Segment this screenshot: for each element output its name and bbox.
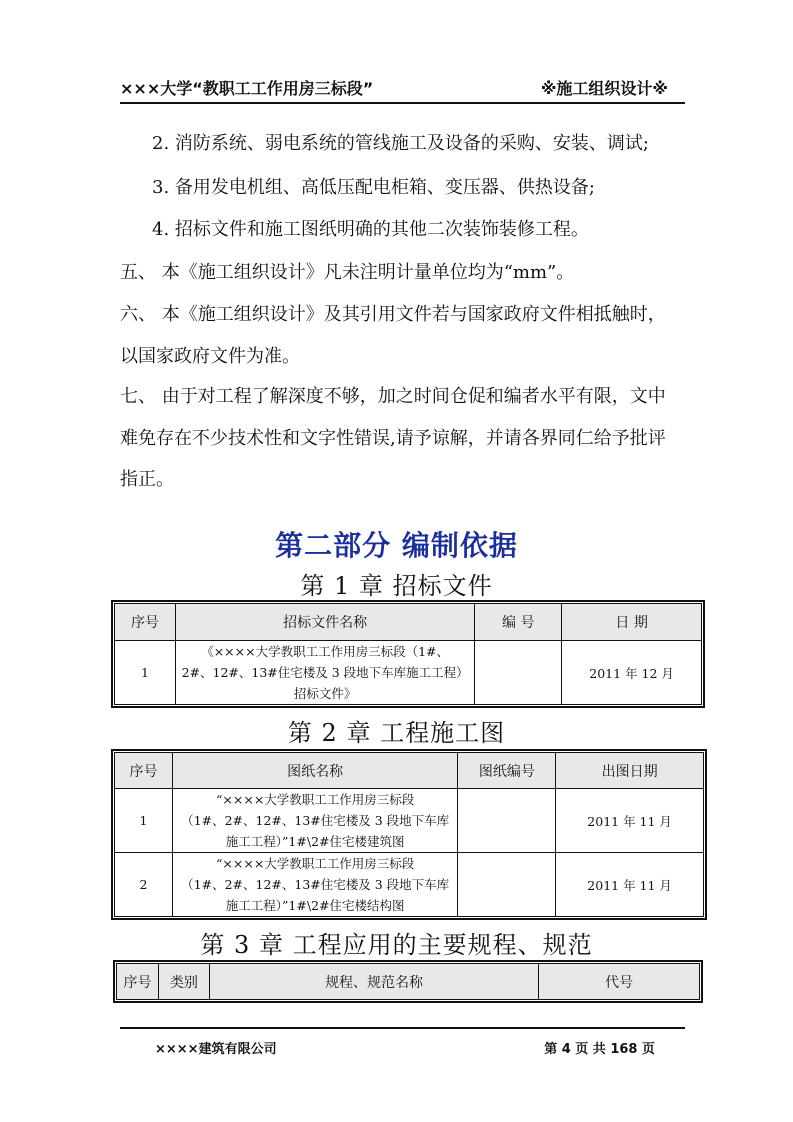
header-project-title: ×××大学“教职工工作用房三标段” [120,79,374,98]
col-header-name: 图纸名称 [172,753,458,789]
table-header-row [115,604,702,641]
cell-name-line: 2#、12#、13#住宅楼及 3 段地下车库施工工程） [181,665,469,680]
cell-name-line: “××××大学教职工工作用房三标段 [216,792,415,807]
tender-documents-table [114,603,702,705]
paragraph-6-line-2: 以国家政府文件为准。 [120,346,300,367]
col-header-name: 规程、规范名称 [209,964,538,1000]
paragraph-6-line-1: 六、 本《施工组织设计》及其引用文件若与国家政府文件相抵触时， [120,304,666,325]
list-item: 2. 消防系统、弱电系统的管线施工及设备的采购、安装、调试; [152,133,649,154]
paragraph-7-line-3: 指正。 [120,469,174,490]
cell-name-line: 《××××大学教职工工作用房三标段（1#、 [201,644,450,659]
col-header-date: 出图日期 [556,753,704,789]
drawings-table [114,752,704,917]
table-header-row [115,753,704,789]
cell-name-line: （1#、2#、12#、13#住宅楼及 3 段地下车库 [181,813,450,828]
chapter-1-title: 第 1 章 招标文件 [300,572,493,600]
list-item: 3. 备用发电机组、高低压配电柜箱、变压器、供热设备; [152,177,595,198]
col-header-name: 招标文件名称 [175,604,474,641]
col-header-no: 序号 [117,964,159,1000]
col-header-date: 日 期 [562,604,702,641]
cell-name-line: 施工工程）”1#\2#住宅楼建筑图 [225,834,405,849]
cell-name [172,789,458,853]
footer-company: ××××建筑有限公司 [155,1042,277,1057]
paragraph-7-line-2: 难免存在不少技术性和文字性错误,请予谅解，并请各界同仁给予批评 [120,428,666,449]
chapter-2-title: 第 2 章 工程施工图 [287,719,506,747]
col-header-category: 类别 [158,964,209,1000]
cell-no: 2 [115,853,173,917]
table-row [115,641,702,705]
cell-name-line: “××××大学教职工工作用房三标段 [216,856,415,871]
col-header-no: 序号 [115,604,176,641]
cell-code [475,641,562,705]
cell-date: 2011 年 11 月 [556,853,704,917]
part-title: 第二部分 编制依据 [275,529,518,562]
cell-name-line: （1#、2#、12#、13#住宅楼及 3 段地下车库 [181,877,450,892]
col-header-no: 序号 [115,753,173,789]
cell-name [172,853,458,917]
cell-code [458,789,556,853]
header-rule [120,102,685,104]
footer-page-number: 第 4 页 共 168 页 [544,1042,655,1057]
table-row [115,789,704,853]
list-item: 4. 招标文件和施工图纸明确的其他二次装饰装修工程。 [152,219,589,240]
header-doc-type: ※施工组织设计※ [540,79,668,98]
paragraph-5: 五、 本《施工组织设计》凡未注明计量单位均为“mm”。 [120,262,575,283]
page-header [120,76,680,104]
cell-date: 2011 年 12 月 [562,641,702,705]
table-row [115,853,704,917]
col-header-code: 代号 [539,964,700,1000]
cell-no: 1 [115,641,176,705]
footer-rule [120,1027,685,1029]
cell-code [458,853,556,917]
cell-date: 2011 年 11 月 [556,789,704,853]
cell-name [175,641,474,705]
col-header-code: 图纸编号 [458,753,556,789]
page-footer [155,1038,655,1058]
table-header-row [117,964,700,1000]
cell-name-line: 施工工程）”1#\2#住宅楼结构图 [225,898,405,913]
cell-no: 1 [115,789,173,853]
col-header-code: 编 号 [475,604,562,641]
standards-table [116,963,700,1000]
cell-name-line: 招标文件》 [293,686,357,701]
chapter-3-title: 第 3 章 工程应用的主要规程、规范 [200,931,593,959]
paragraph-7-line-1: 七、 由于对工程了解深度不够，加之时间仓促和编者水平有限，文中 [120,386,666,407]
